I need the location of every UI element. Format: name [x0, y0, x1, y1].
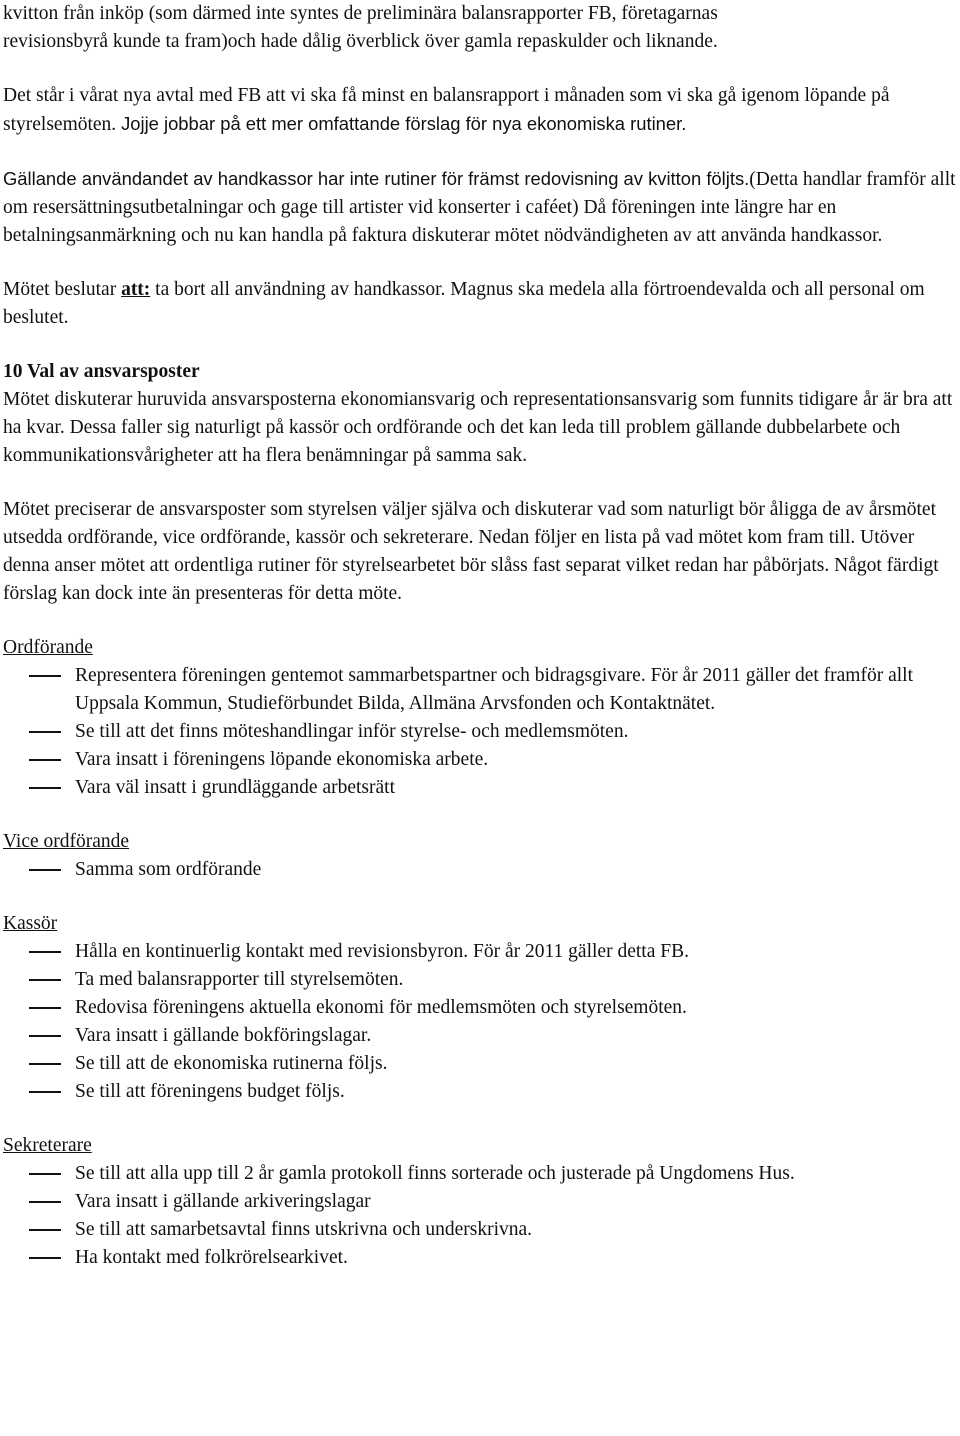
dash-bullet-icon — [29, 1035, 61, 1037]
role-title-ordforande: Ordförande — [3, 637, 93, 658]
dash-bullet-icon — [29, 1063, 61, 1065]
list-item: Vara insatt i gällande bokföringslagar. — [3, 1022, 957, 1050]
list-item: Representera föreningen gentemot sammarbetspartner och bidragsgivare. För år 2011 gäller det framför allt Uppsala Kommun, Studieförbundet Bilda, Allmäna Arvsfonden och Kontaktnätet. — [3, 662, 957, 718]
list-item: Vara insatt i gällande arkiveringslagar — [3, 1188, 957, 1216]
dash-bullet-icon — [29, 951, 61, 953]
role-title-vice-ordforande: Vice ordförande — [3, 831, 130, 852]
dash-bullet-icon — [29, 1007, 61, 1009]
dash-bullet-icon — [29, 1257, 61, 1259]
dash-bullet-icon — [29, 1173, 61, 1175]
agreement-text: Det står i vårat nya avtal med FB att vi ska få minst en balansrapport i månaden som vi ska gå igenom löpande på styrelsemöten. — [3, 85, 890, 135]
list-item: Ha kontakt med folkrörelsearkivet. — [3, 1244, 957, 1272]
list-item: Se till att föreningens budget följs. — [3, 1078, 957, 1106]
petty-cash-paragraph — [3, 165, 957, 250]
section-10-heading: 10 Val av ansvarsposter — [3, 361, 200, 382]
role-list-ordforande — [3, 662, 957, 802]
list-item: Vara väl insatt i grundläggande arbetsrätt — [3, 774, 957, 802]
decision-paragraph — [3, 276, 957, 332]
dash-bullet-icon — [29, 675, 61, 677]
list-item: Se till att de ekonomiska rutinerna följs. — [3, 1050, 957, 1078]
intro-line-2: revisionsbyrå kunde ta fram)och hade dålig överblick över gamla repaskulder och liknande. — [3, 31, 718, 52]
list-item: Ta med balansrapporter till styrelsemöten. — [3, 966, 957, 994]
dash-bullet-icon — [29, 1229, 61, 1231]
list-item: Se till att samarbetsavtal finns utskrivna och underskrivna. — [3, 1216, 957, 1244]
dash-bullet-icon — [29, 759, 61, 761]
role-list-vice-ordforande — [3, 856, 957, 884]
dash-bullet-icon — [29, 731, 61, 733]
dash-bullet-icon — [29, 787, 61, 789]
intro-continued-paragraph — [3, 0, 957, 56]
list-item: Redovisa föreningens aktuella ekonomi för medlemsmöten och styrelsemöten. — [3, 994, 957, 1022]
decision-att-label: att: — [121, 279, 151, 300]
section-10-paragraph-1: Mötet diskuterar huruvida ansvarsposterna ekonomiansvarig och representationsansvarig som funnits tidigare år är bra att ha kvar. Dessa faller sig naturligt på kassör och ordförande och det kan leda till problem gällande dubbelarbete och kommunikationsvårigheter att ha flera benämningar på samma sak. — [3, 389, 953, 466]
decision-prefix: Mötet beslutar — [3, 279, 122, 300]
decision-text: ta bort all användning av handkassor. Magnus ska medela alla förtroendevalda och all personal om beslutet. — [3, 279, 925, 328]
list-item: Hålla en kontinuerlig kontakt med revisionsbyron. För år 2011 gäller detta FB. — [3, 938, 957, 966]
dash-bullet-icon — [29, 979, 61, 981]
agreement-paragraph — [3, 82, 957, 139]
petty-cash-detail: (Detta handlar framför allt om resersättningsutbetalningar och gage till artister vid konserter i caféet) Då föreningen inte längre har en betalningsanmärkning och nu kan handla på faktura diskuterar mötet nödvändigheten av att använda handkassor. — [3, 169, 956, 246]
list-item: Vara insatt i föreningens löpande ekonomiska arbete. — [3, 746, 957, 774]
role-title-sekreterare: Sekreterare — [3, 1135, 92, 1156]
role-title-kassor: Kassör — [3, 913, 58, 934]
section-10-paragraph-2: Mötet preciserar de ansvarsposter som styrelsen väljer själva och diskuterar vad som naturligt bör åligga de av årsmötet utsedda ordförande, vice ordförande, kassör och sekreterare. Nedan följer en lista på vad mötet kom fram till. Utöver denna anser mötet att ordentliga rutiner för styrelsearbetet bör slåss fast separat vilket redan har påbörjats. Något färdigt förslag kan dock inte än presenteras för detta möte. — [3, 499, 939, 604]
list-item: Se till att det finns möteshandlingar inför styrelse- och medlemsmöten. — [3, 718, 957, 746]
document-page — [3, 0, 957, 1272]
agreement-followup-text: Jojje jobbar på ett mer omfattande förslag för nya ekonomiska rutiner. — [121, 113, 687, 134]
role-list-sekreterare — [3, 1160, 957, 1272]
role-list-kassor — [3, 938, 957, 1106]
list-item: Se till att alla upp till 2 år gamla protokoll finns sorterade och justerade på Ungdomens Hus. — [3, 1160, 957, 1188]
intro-line-1: kvitton från inköp (som därmed inte syntes de preliminära balansrapporter FB, företagarnas — [3, 3, 718, 24]
dash-bullet-icon — [29, 1201, 61, 1203]
dash-bullet-icon — [29, 869, 61, 871]
petty-cash-intro: Gällande användandet av handkassor har inte rutiner för främst redovisning av kvitton följts. — [3, 168, 750, 189]
list-item: Samma som ordförande — [3, 856, 957, 884]
dash-bullet-icon — [29, 1091, 61, 1093]
